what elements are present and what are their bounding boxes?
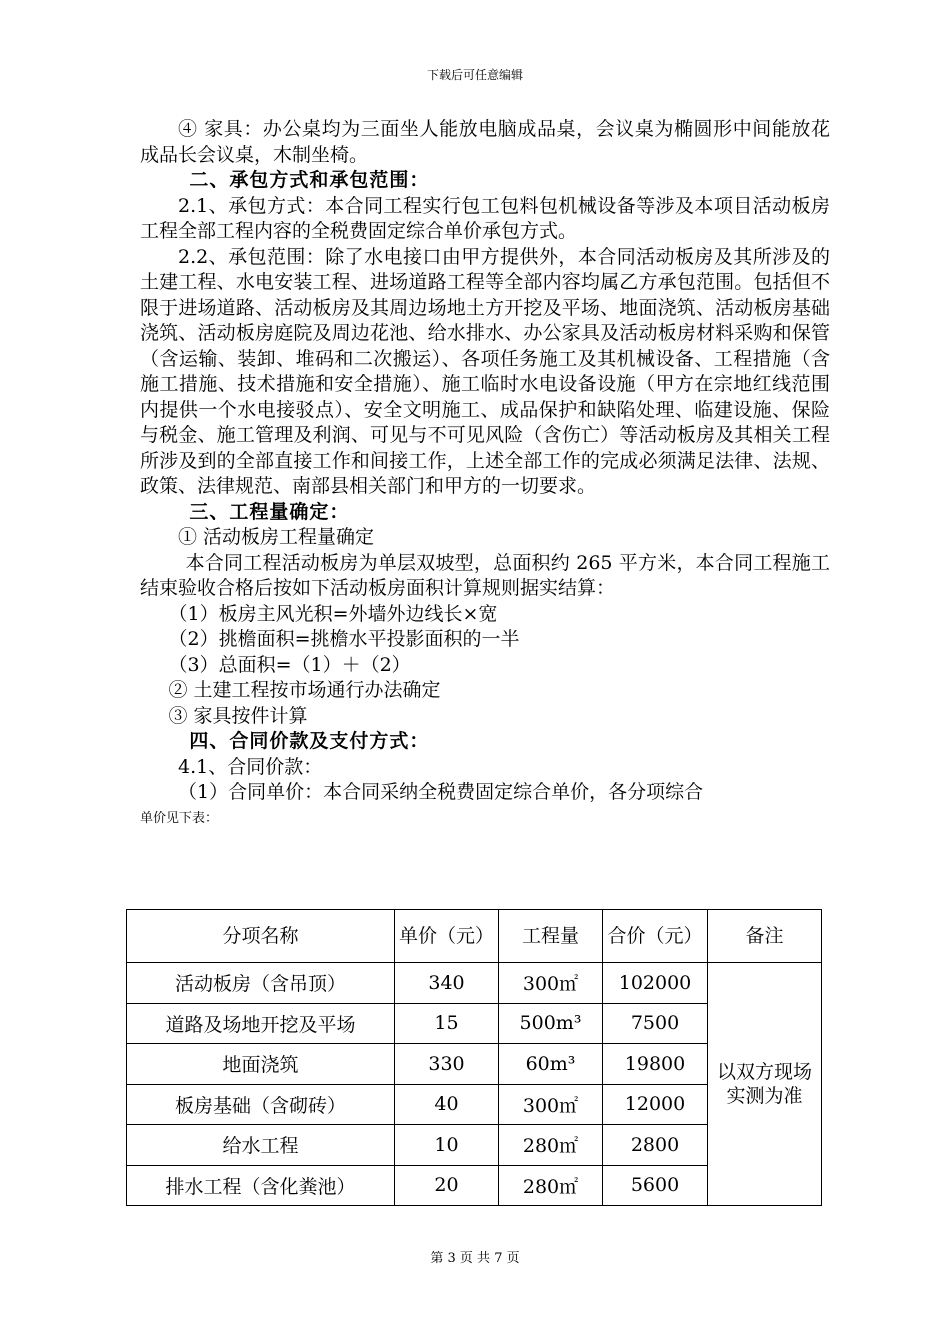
rule-2: （2）挑檐面积=挑檐水平投影面积的一半	[168, 628, 520, 650]
page-footer: 第 3 页 共 7 页	[430, 1251, 520, 1266]
table-cell: 给水工程	[127, 1125, 395, 1166]
table-cell: 330	[395, 1044, 499, 1085]
table-cell: 地面浇筑	[127, 1044, 395, 1085]
table-cell: 280㎡	[499, 1125, 603, 1166]
table-cell: 40	[395, 1084, 499, 1125]
table-cell: 7500	[603, 1003, 708, 1044]
paragraph-4-1: 4.1、合同价款：	[178, 755, 323, 778]
table-cell: 340	[395, 963, 499, 1004]
table-cell: 板房基础（含砌砖）	[127, 1084, 395, 1125]
price-table	[126, 909, 822, 1206]
table-cell: 10	[395, 1125, 499, 1166]
table-cell: 300㎡	[499, 1084, 603, 1125]
document-body	[140, 117, 830, 830]
table-cell: 60m³	[499, 1044, 603, 1085]
table-cell: 280㎡	[499, 1165, 603, 1206]
table-header-cell: 合价（元）	[603, 910, 708, 963]
table-intro: 单价见下表：	[140, 810, 219, 826]
paragraph-3-area: 本合同工程活动板房为单层双坡型，总面积约 265 平方米，本合同工程施工结束验收合格后按如下活动板房面积计算规则据实结算：	[140, 551, 830, 599]
section-heading-2: 二、承包方式和承包范围：	[189, 169, 430, 191]
table-cell: 12000	[603, 1084, 708, 1125]
rule-3: （3）总面积=（1）＋（2）	[168, 653, 411, 676]
table-cell: 道路及场地开挖及平场	[127, 1003, 395, 1044]
table-header-cell: 单价（元）	[395, 910, 499, 963]
table-cell: 排水工程（含化粪池）	[127, 1165, 395, 1206]
paragraph-2-2: 2.2、承包范围：除了水电接口由甲方提供外，本合同活动板房及其所涉及的土建工程、水电安装工程、进场道路工程等全部内容均属乙方承包范围。包括但不限于进场道路、活动板房及其周边场地土方开挖及平场、地面浇筑、活动板房基础浇筑、活动板房庭院及周边花池、给水排水、办公家具及活动板房材料采购和保管（含运输、装卸、堆码和二次搬运）、各项任务施工及其机械设备、工程措施（含施工措施、技术措施和安全措施）、施工临时水电设备设施（甲方在宗地红线范围内提供一个水电接驳点）、安全文明施工、成品保护和缺陷处理、临建设施、保险与税金、施工管理及利润、可见与不可见风险（含伤亡）等活动板房及其相关工程所涉及到的全部直接工作和间接工作，上述全部工作的完成必须满足法律、法规、政策、法律规范、南部县相关部门和甲方的一切要求。	[140, 245, 830, 497]
section-heading-3: 三、工程量确定：	[189, 500, 350, 523]
paragraph-2-1: 2.1、承包方式：本合同工程实行包工包料包机械设备等涉及本项目活动板房工程全部工程内容的全税费固定综合单价承包方式。	[140, 194, 830, 242]
table-cell: 5600	[603, 1165, 708, 1206]
table-row	[127, 963, 822, 1004]
section-heading-4: 四、合同价款及支付方式：	[189, 730, 430, 752]
table-header-cell: 工程量	[499, 910, 603, 963]
table-header-row	[127, 910, 822, 963]
table-remark-cell: 以双方现场实测为准	[708, 963, 822, 1206]
table-header-cell: 分项名称	[127, 910, 395, 963]
table-cell: 500m³	[499, 1003, 603, 1044]
paragraph-3-1: ① 活动板房工程量确定	[178, 526, 375, 548]
paragraph-3-3: ③ 家具按件计算	[168, 704, 308, 727]
paragraph-4-1-1: （1）合同单价：本合同采纳全税费固定综合单价，各分项综合	[178, 781, 704, 803]
page-header: 下载后可任意编辑	[426, 68, 523, 82]
table-cell: 300㎡	[499, 963, 603, 1004]
table-cell: 15	[395, 1003, 499, 1044]
rule-1: （1）板房主风光积=外墙外边线长×宽	[168, 602, 498, 625]
table-cell: 2800	[603, 1125, 708, 1166]
table-header-cell: 备注	[708, 910, 822, 963]
table-cell: 活动板房（含吊顶）	[127, 963, 395, 1004]
paragraph-3-2: ② 土建工程按市场通行办法确定	[168, 679, 441, 701]
table-cell: 20	[395, 1165, 499, 1206]
table-cell: 19800	[603, 1044, 708, 1085]
table-cell: 102000	[603, 963, 708, 1004]
paragraph-furniture: ④ 家具：办公桌均为三面坐人能放电脑成品桌，会议桌为椭圆形中间能放花成品长会议桌，木制坐椅。	[140, 118, 830, 166]
